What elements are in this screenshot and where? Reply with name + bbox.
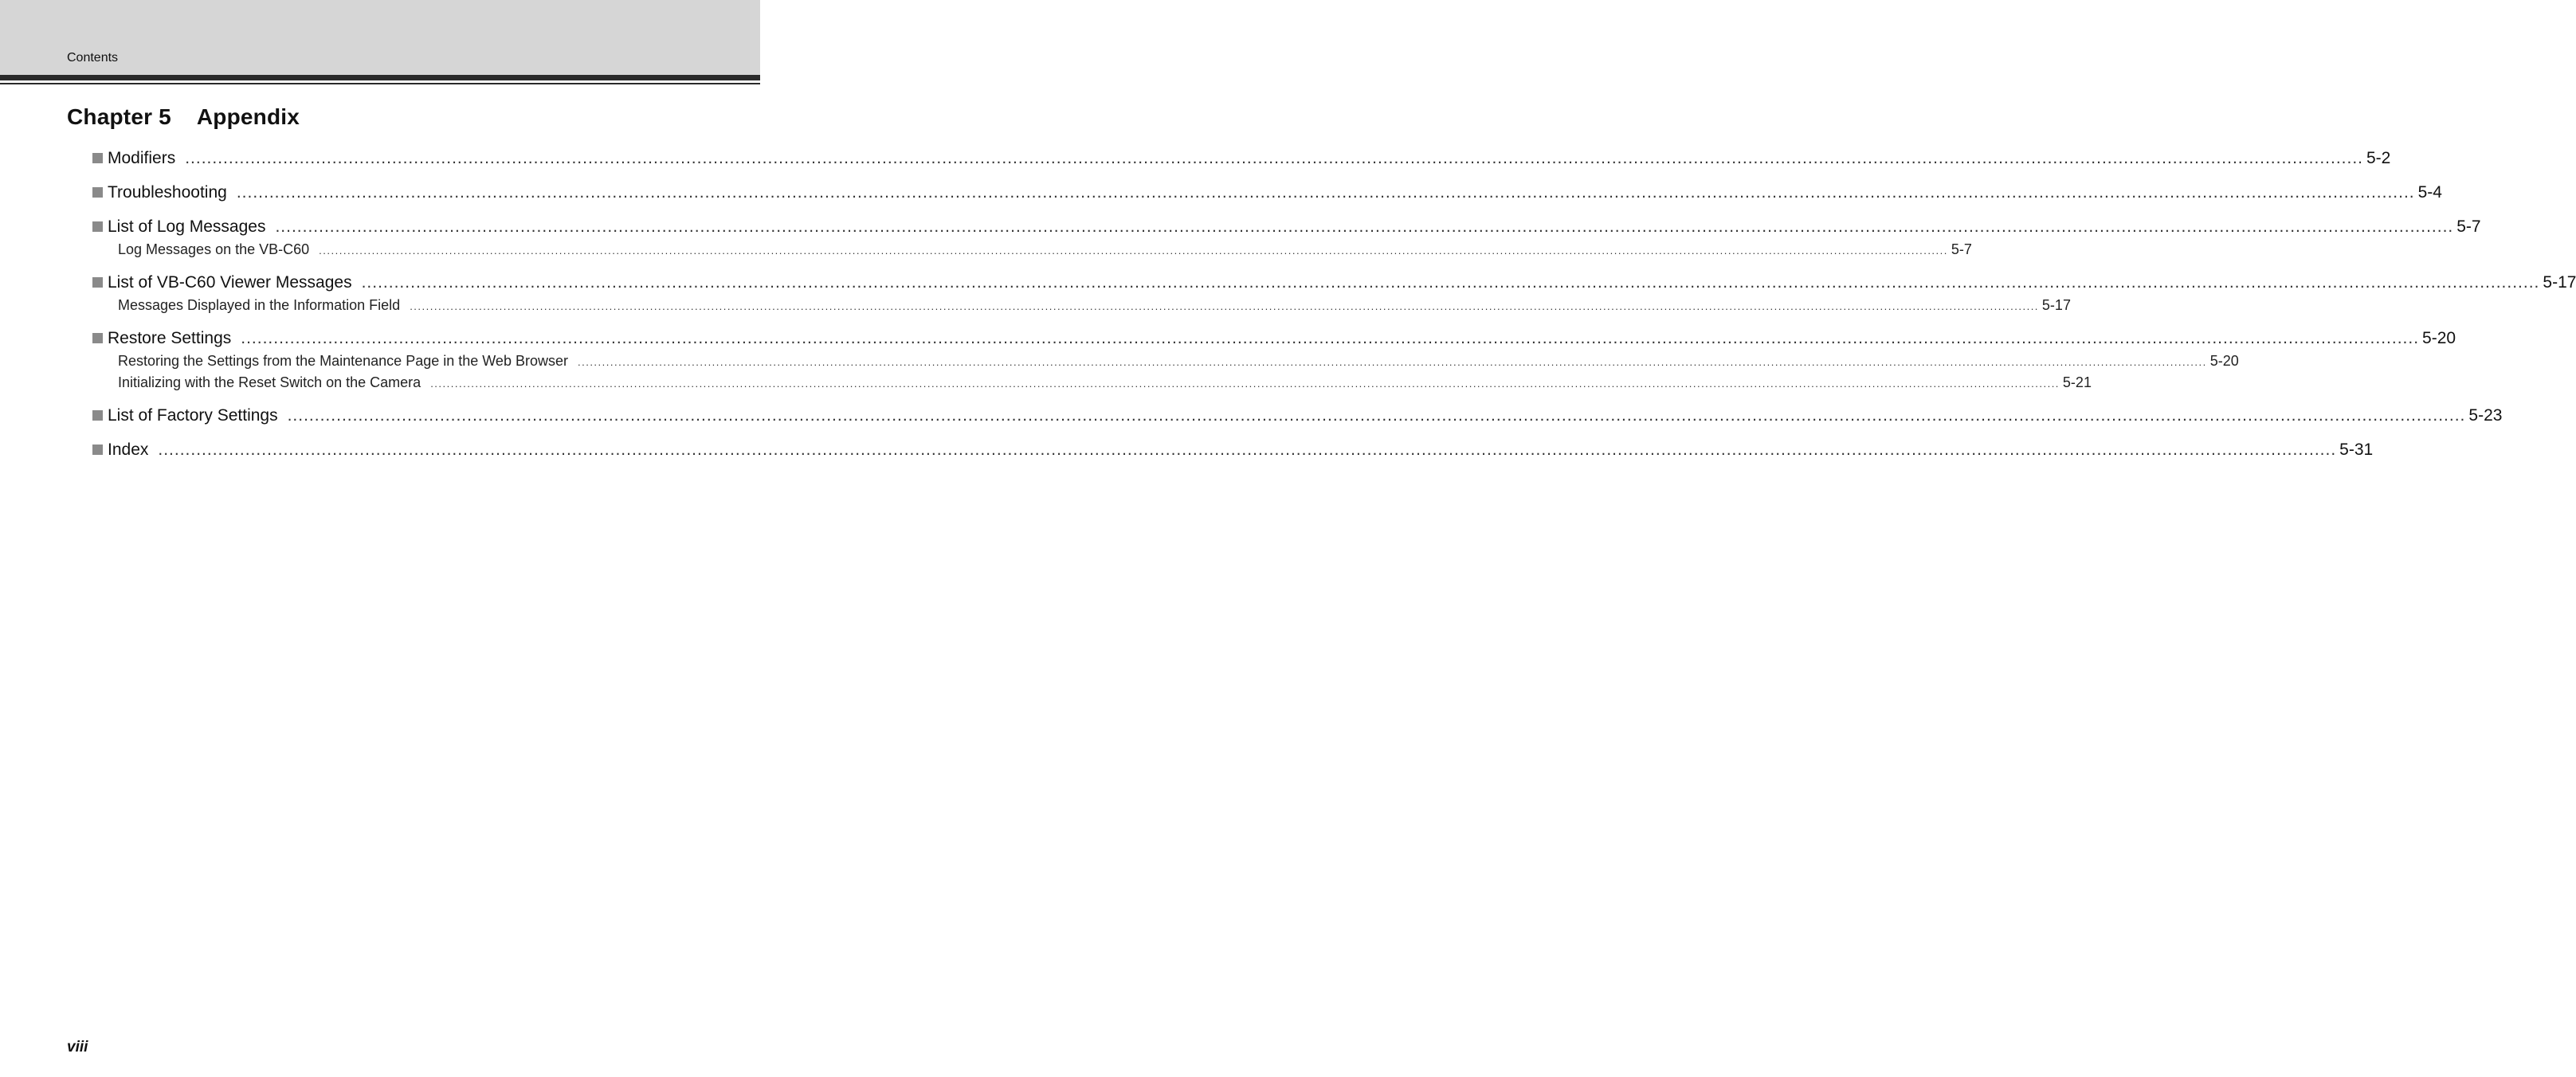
dot-leader: ................................................................................................................................................................................................................................................................................................................................................................................................................ [236, 183, 2415, 202]
toc-entry-label: Troubleshooting [108, 183, 227, 202]
dot-leader: ................................................................................................................................................................................................................................................................................................................................................................................................................ [158, 441, 2337, 459]
square-bullet-icon [92, 333, 103, 343]
toc-entry[interactable] [92, 146, 2391, 170]
section-gap [92, 316, 692, 326]
toc-entry[interactable] [92, 180, 2442, 205]
toc-section [92, 180, 2442, 205]
section-gap [92, 205, 692, 214]
square-bullet-icon [92, 445, 103, 455]
toc-entry-label: Restore Settings [108, 329, 232, 347]
section-gap [92, 260, 692, 270]
toc-subentry[interactable] [92, 372, 2092, 394]
toc-subentry-page: 5-21 [2062, 374, 2092, 390]
toc-section [92, 326, 2456, 394]
square-bullet-icon [92, 187, 103, 198]
dot-leader: ................................................................................................................................................................................................................................................................................................................................................................................................................ [410, 300, 2039, 312]
header-rule-thick [0, 75, 760, 80]
toc-section [92, 270, 2576, 316]
toc-entry-page: 5-4 [2417, 183, 2442, 202]
page-header [0, 0, 760, 75]
toc-entry-label: Modifiers [108, 149, 176, 167]
toc-subentry-label: Initializing with the Reset Switch on the Camera [118, 374, 421, 390]
dot-leader: ................................................................................................................................................................................................................................................................................................................................................................................................................ [241, 329, 2420, 347]
toc-entry-page: 5-20 [2422, 329, 2456, 347]
dot-leader: ................................................................................................................................................................................................................................................................................................................................................................................................................ [185, 149, 2363, 167]
dot-leader: ................................................................................................................................................................................................................................................................................................................................................................................................................ [577, 356, 2207, 368]
section-gap [92, 170, 692, 180]
toc-subentry[interactable] [92, 239, 1972, 260]
toc-entry-label: List of VB-C60 Viewer Messages [108, 273, 352, 292]
header-rule-thin [0, 83, 760, 84]
toc-entry-page: 5-7 [2456, 217, 2481, 236]
running-header-label: Contents [67, 51, 119, 65]
toc-entry-page: 5-23 [2468, 406, 2503, 425]
dot-leader: ................................................................................................................................................................................................................................................................................................................................................................................................................ [287, 406, 2466, 425]
toc-entry-page: 5-17 [2543, 273, 2576, 292]
dot-leader: ................................................................................................................................................................................................................................................................................................................................................................................................................ [361, 273, 2540, 292]
toc-subentry-page: 5-20 [2209, 353, 2239, 369]
toc-section [92, 214, 2481, 260]
square-bullet-icon [92, 410, 103, 421]
dot-leader: ................................................................................................................................................................................................................................................................................................................................................................................................................ [319, 245, 1948, 257]
dot-leader: ................................................................................................................................................................................................................................................................................................................................................................................................................ [275, 217, 2454, 236]
toc-entry[interactable] [92, 214, 2481, 239]
toc-subentry-label: Log Messages on the VB-C60 [118, 241, 310, 257]
toc-subentry[interactable] [92, 351, 2239, 372]
toc-section [92, 146, 2391, 170]
toc-entry[interactable] [92, 270, 2576, 295]
toc-entry-page: 5-31 [2339, 441, 2374, 459]
square-bullet-icon [92, 221, 103, 232]
toc-entry[interactable] [92, 403, 2503, 428]
toc-entry-label: List of Factory Settings [108, 406, 278, 425]
section-gap [92, 428, 692, 437]
toc-subentry-page: 5-17 [2041, 297, 2071, 313]
square-bullet-icon [92, 277, 103, 288]
toc-entry[interactable] [92, 437, 2374, 462]
dot-leader: ................................................................................................................................................................................................................................................................................................................................................................................................................ [430, 378, 2060, 390]
table-of-contents [92, 146, 2576, 462]
toc-subentry[interactable] [92, 295, 2071, 316]
toc-subentry-page: 5-7 [1951, 241, 1972, 257]
toc-entry-label: Index [108, 441, 149, 459]
page-folio: viii [67, 1039, 88, 1055]
toc-subentry-label: Messages Displayed in the Information Field [118, 297, 401, 313]
toc-subentry-label: Restoring the Settings from the Maintenance Page in the Web Browser [118, 353, 568, 369]
toc-section [92, 437, 2374, 462]
section-gap [92, 394, 692, 403]
toc-entry[interactable] [92, 326, 2456, 351]
chapter-title: Chapter 5 Appendix [67, 104, 300, 129]
square-bullet-icon [92, 153, 103, 163]
toc-section [92, 403, 2503, 428]
toc-entry-page: 5-2 [2366, 149, 2391, 167]
toc-entry-label: List of Log Messages [108, 217, 266, 236]
